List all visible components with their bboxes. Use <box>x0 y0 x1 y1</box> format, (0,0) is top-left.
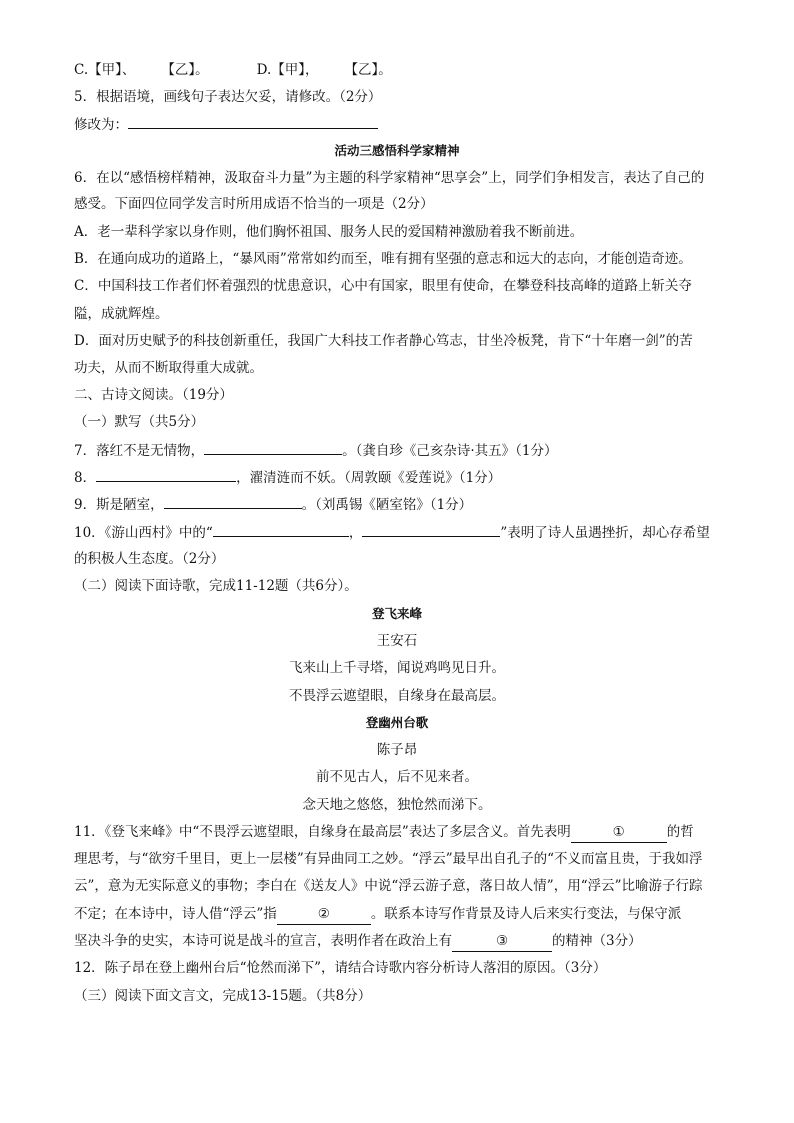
q9-pre: 9．斯是陋室， <box>74 497 164 513</box>
q10-pre: 10．《游山西村》中的“ <box>74 525 213 541</box>
q8-pre: 8． <box>74 470 97 486</box>
q5-answer-line <box>74 114 722 135</box>
q11-line5 <box>74 931 722 952</box>
q11-line1-post: 的哲 <box>666 824 694 840</box>
poem1-title: 登飞来峰 <box>371 606 422 621</box>
option-c-jia: 【甲】、 <box>88 62 136 78</box>
q6-stem-line1: 6．在以“感悟榜样精神，汲取奋斗力量”为主题的科学家精神“思享会”上，同学们争相发言，表达了自己的 <box>74 170 705 186</box>
poem1-line2: 不畏浮云遮望眼，自缘身在最高层。 <box>289 688 505 704</box>
q11-line1 <box>74 822 722 843</box>
q11-line5-pre: 坚决斗争的史实，本诗可说是战斗的宣言，表明作者在政治上有 <box>74 933 452 949</box>
q5-text: 5．根据语境，画线句子表达欠妥，请修改。（2分） <box>74 89 382 105</box>
q10-line1 <box>74 522 722 543</box>
q8-post: ，濯清涟而不妖。（周敦颐《爱莲说》（1分） <box>236 470 502 486</box>
q6-option-c-line1: C．中国科技工作者们怀着强烈的忧患意识，心中有国家，眼里有使命，在攀登科技高峰的道路上斩关夺 <box>74 278 692 294</box>
q8 <box>74 467 722 488</box>
q7 <box>74 440 722 461</box>
q11-line4-pre: 不定；在本诗中，诗人借“浮云”指 <box>74 906 277 922</box>
q6-option-a: A．老一辈科学家以身作则，他们胸怀祖国、服务人民的爱国精神激励着我不断前进。 <box>74 224 584 240</box>
poem1-line1: 飞来山上千寻塔，闻说鸡鸣见日升。 <box>289 660 505 676</box>
poem1-author: 王安石 <box>376 633 418 649</box>
q11-line3: 云”，意为无实际意义的事物；李白在《送友人》中说“浮云游子意，落日故人情”，用“浮云”比喻游子行踪 <box>74 878 703 894</box>
option-d-jia: 【甲】， <box>271 62 319 78</box>
q6-option-d-line2: 功夫，从而不断取得重大成就。 <box>74 360 263 376</box>
activity3-title: 活动三感悟科学家精神 <box>334 143 460 158</box>
option-c-yi: 【乙】。 <box>161 62 209 78</box>
poem2-line2: 念天地之悠悠，独怆然而涕下。 <box>302 797 492 813</box>
q10-blank-2[interactable] <box>362 522 500 537</box>
q7-blank[interactable] <box>204 440 342 455</box>
option-d-label: D. <box>256 62 272 78</box>
q6-option-c-line2: 隘，成就辉煌。 <box>74 306 169 322</box>
q11-line4 <box>74 904 722 925</box>
q7-post: 。（龚自珍《己亥杂诗·其五》（1分） <box>342 443 558 459</box>
poem2-title: 登幽州台歌 <box>365 715 429 730</box>
q9-post: 。（刘禹锡《陋室铭》（1分） <box>301 497 473 513</box>
q5-answer-blank[interactable] <box>128 114 378 129</box>
q11-line4-post: 。联系本诗写作背景及诗人后来实行变法，与保守派 <box>370 906 682 922</box>
part3-title: （三）阅读下面文言文，完成13-15题。（共8分） <box>74 988 372 1004</box>
q10-blank-1[interactable] <box>213 522 349 537</box>
q12: 12．陈子昂在登上幽州台后“怆然而涕下”，请结合诗歌内容分析诗人落泪的原因。（3分） <box>74 960 607 976</box>
q11-blank-3[interactable]: ③ <box>452 931 552 952</box>
poem2-line1: 前不见古人，后不见来者。 <box>316 769 478 785</box>
q10-mid: ， <box>348 525 363 541</box>
q11-blank-2[interactable]: ② <box>277 904 371 925</box>
q10-post: ”表明了诗人虽遇挫折，却心存希望 <box>500 525 710 541</box>
poem2-author: 陈子昂 <box>376 742 418 758</box>
q6-stem-line2: 感受。下面四位同学发言时所用成语不恰当的一项是（2分） <box>74 196 434 212</box>
option-c-label: C. <box>74 62 89 78</box>
section2-title: 二、古诗文阅读。（19分） <box>74 387 233 403</box>
q10-line2: 的积极人生态度。（2分） <box>74 551 225 567</box>
q9 <box>74 494 722 515</box>
q4-options-cd <box>74 60 722 80</box>
q11-line5-post: 的精神（3分） <box>552 933 642 949</box>
q11-blank-1[interactable]: ① <box>571 822 667 843</box>
q11-line2: 理思考，与“欲穷千里目，更上一层楼”有异曲同工之妙。“浮云”最早出自孔子的“不义而富且贵，于我如浮 <box>74 851 703 867</box>
q5-answer-label: 修改为： <box>74 117 128 133</box>
q8-blank[interactable] <box>96 467 236 482</box>
q6-option-d-line1: D．面对历史赋予的科技创新重任，我国广大科技工作者静心笃志，甘坐冷板凳，肯下“十年磨一剑”的苦 <box>74 333 693 349</box>
part2-title: （二）阅读下面诗歌，完成11-12题（共6分）。 <box>74 578 358 594</box>
q7-pre: 7．落红不是无情物， <box>74 443 205 459</box>
q9-blank[interactable] <box>164 494 302 509</box>
q11-line1-pre: 11．《登飞来峰》中“不畏浮云遮望眼，自缘身在最高层”表达了多层含义。首先表明 <box>74 824 571 840</box>
option-d-yi: 【乙】。 <box>344 62 392 78</box>
part1-title: （一）默写（共5分） <box>74 414 205 430</box>
q6-option-b: B．在通向成功的道路上，“暴风雨”常常如约而至，唯有拥有坚强的意志和远大的志向，才能创造奇迹。 <box>74 251 692 267</box>
